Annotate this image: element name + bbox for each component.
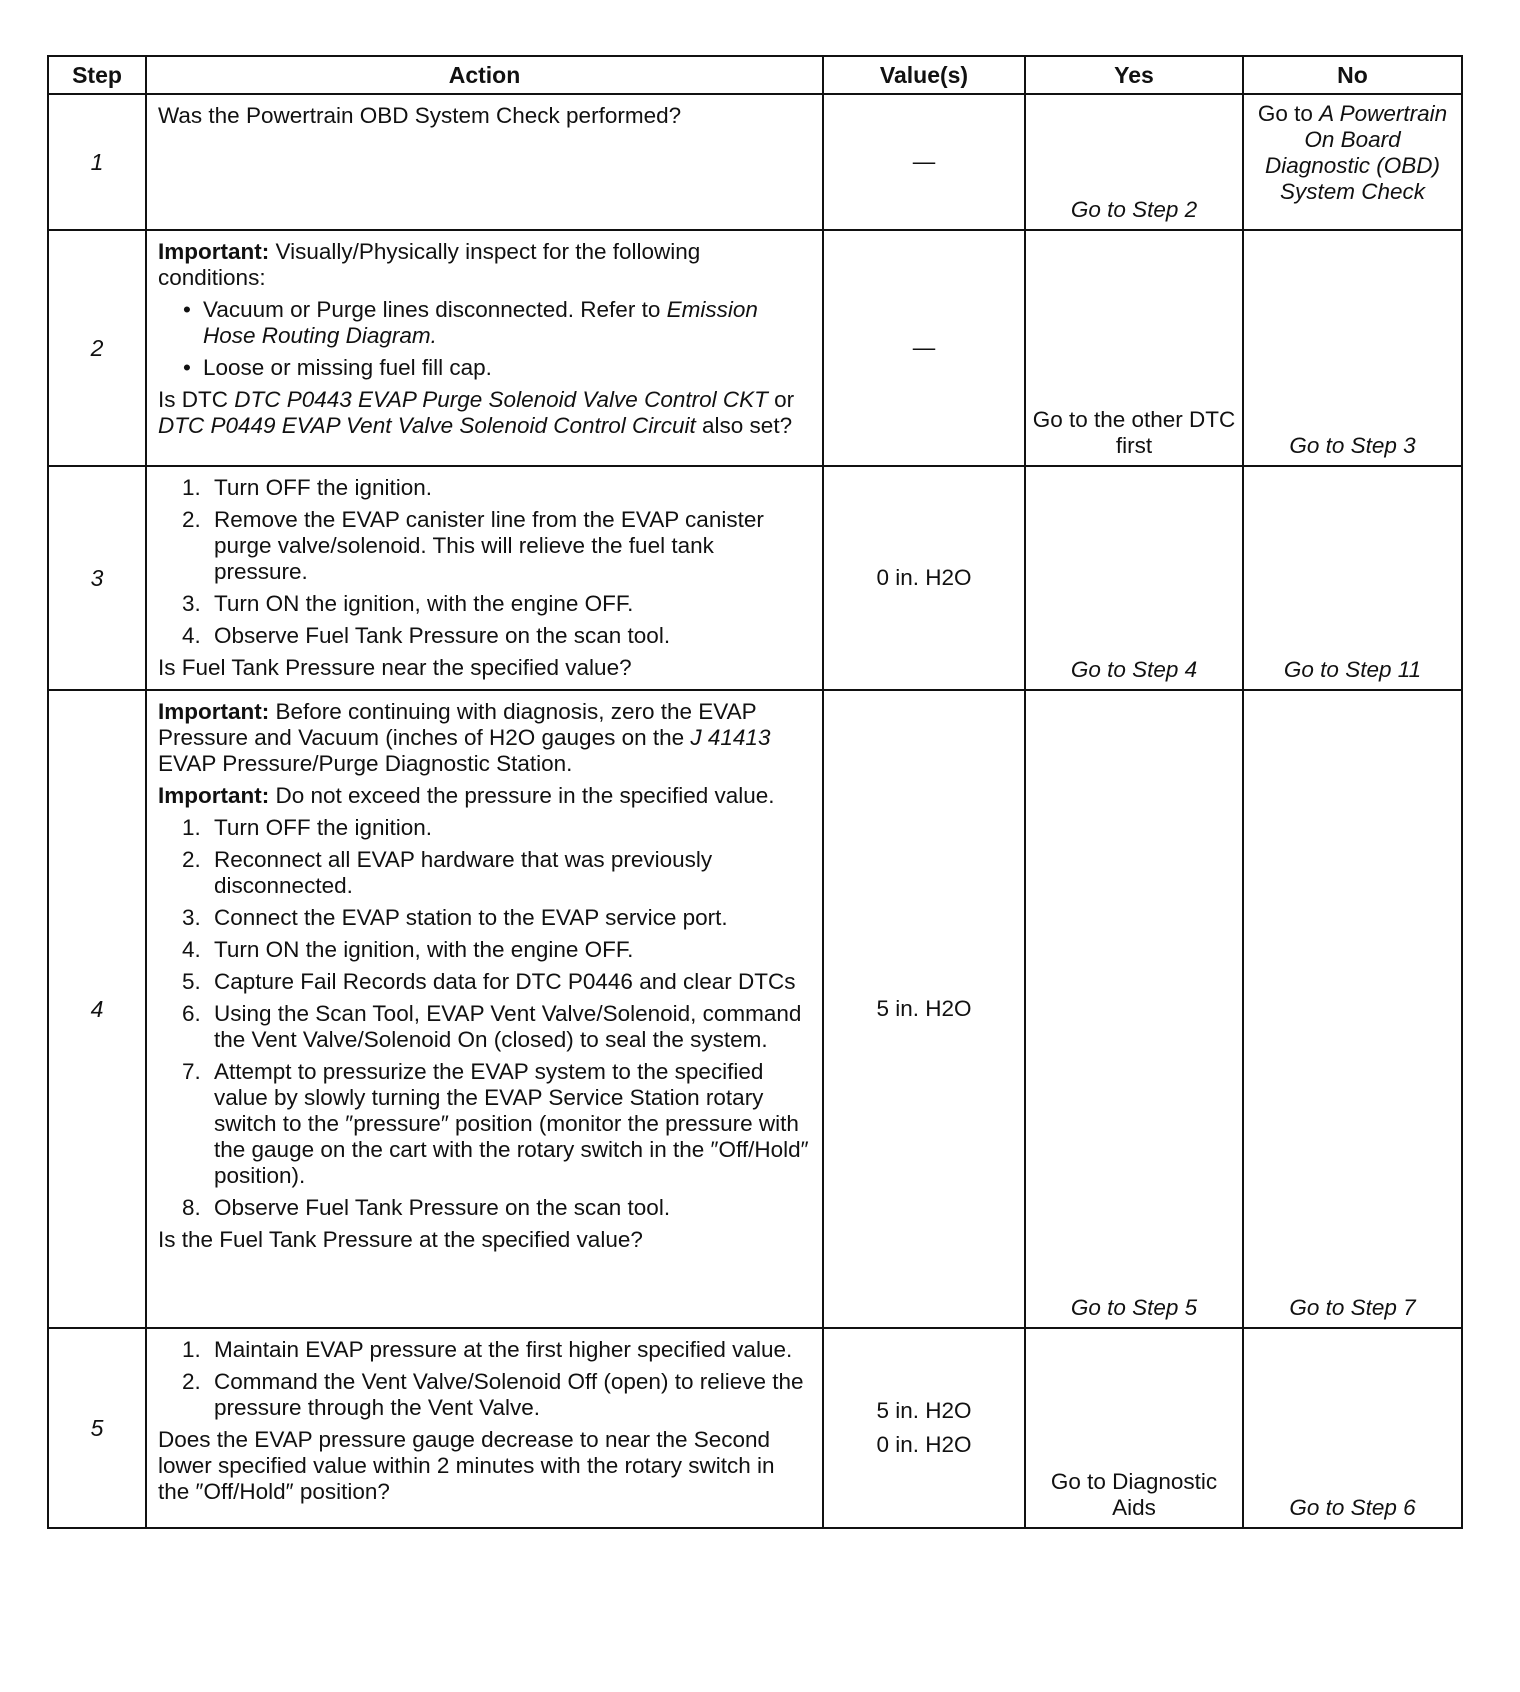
- no-prefix: Go to: [1257, 101, 1320, 126]
- list-item: 4. Observe Fuel Tank Pressure on the scan tool.: [182, 623, 671, 648]
- table-row: [48, 466, 1462, 690]
- dtc-link[interactable]: DTC P0443 EVAP Purge Solenoid Valve Control CKT: [234, 387, 768, 412]
- dtc-link[interactable]: DTC P0449 EVAP Vent Valve Solenoid Control Circuit: [158, 413, 696, 438]
- step-number: 2: [48, 230, 146, 466]
- procedure-list: [158, 815, 812, 1221]
- yes-cell: [1025, 690, 1243, 1328]
- list-item: 3. Connect the EVAP station to the EVAP service port.: [182, 905, 728, 930]
- list-item: 1. Turn OFF the ignition.: [182, 475, 433, 500]
- condition-list: [158, 297, 812, 381]
- list-item: 1. Maintain EVAP pressure at the first higher specified value.: [182, 1337, 793, 1362]
- bullet-text: Loose or missing fuel fill cap.: [203, 355, 492, 380]
- yes-cell: [1025, 1328, 1243, 1528]
- action-question: Is Fuel Tank Pressure near the specified value?: [158, 655, 632, 680]
- list-item: 6. Using the Scan Tool, EVAP Vent Valve/Solenoid, command the Vent Valve/Solenoid On (closed) to seal the system.: [182, 1001, 802, 1052]
- list-item: 5. Capture Fail Records data for DTC P0446 and clear DTCs: [182, 969, 796, 994]
- action-cell: [146, 1328, 823, 1528]
- header-action: Action: [146, 56, 823, 94]
- no-link[interactable]: A Powertrain On Board Diagnostic (OBD) System Check: [1264, 101, 1448, 204]
- yes-cell: [1025, 94, 1243, 230]
- bullet-link[interactable]: Emission Hose Routing Diagram.: [203, 297, 758, 348]
- list-item: 2. Remove the EVAP canister line from the EVAP canister purge valve/solenoid. This will relieve the fuel tank pressure.: [182, 507, 764, 584]
- tool-number: J 41413: [690, 725, 771, 750]
- action-cell: [146, 690, 823, 1328]
- table-row: [48, 690, 1462, 1328]
- table-row: [48, 94, 1462, 230]
- important-label: Important:: [158, 783, 270, 808]
- yes-text[interactable]: Go to Diagnostic Aids: [1050, 1469, 1218, 1520]
- bullet-text: Vacuum or Purge lines disconnected. Refer to: [203, 297, 667, 322]
- list-item: 1. Turn OFF the ignition.: [182, 815, 433, 840]
- list-item: • Vacuum or Purge lines disconnected. Refer to Emission Hose Routing Diagram.: [183, 297, 758, 348]
- table-row: [48, 1328, 1462, 1528]
- action-question: Does the EVAP pressure gauge decrease to near the Second lower specified value within 2 minutes with the rotary switch in the ″Off/Hold″ position?: [158, 1427, 775, 1504]
- yes-link[interactable]: Go to Step 2: [1070, 197, 1198, 222]
- list-item: 4. Turn ON the ignition, with the engine OFF.: [182, 937, 634, 962]
- yes-link[interactable]: Go to Step 5: [1070, 1295, 1198, 1320]
- important-label: Important:: [158, 239, 270, 264]
- step-number: 4: [48, 690, 146, 1328]
- no-cell: [1243, 690, 1462, 1328]
- header-values: Value(s): [823, 56, 1025, 94]
- important-note: Important: Do not exceed the pressure in the specified value.: [158, 783, 775, 808]
- step-number: 3: [48, 466, 146, 690]
- diagnostic-table: [47, 55, 1463, 1529]
- important-label: Important:: [158, 699, 270, 724]
- value-cell: —: [823, 94, 1025, 230]
- step-number: 5: [48, 1328, 146, 1528]
- yes-cell: [1025, 230, 1243, 466]
- header-yes: Yes: [1025, 56, 1243, 94]
- no-link[interactable]: Go to Step 11: [1283, 657, 1422, 682]
- list-item: • Loose or missing fuel fill cap.: [183, 355, 492, 380]
- action-cell: [146, 230, 823, 466]
- value-first: 5 in. H2O: [876, 1398, 972, 1423]
- yes-text: Go to the other DTC first: [1032, 407, 1236, 458]
- action-question: Was the Powertrain OBD System Check performed?: [158, 103, 682, 128]
- yes-cell: [1025, 466, 1243, 690]
- no-link[interactable]: Go to Step 6: [1289, 1495, 1416, 1520]
- value-cell: —: [823, 230, 1025, 466]
- header-row: [48, 56, 1462, 94]
- list-item: 2. Command the Vent Valve/Solenoid Off (open) to relieve the pressure through the Vent Valve.: [182, 1369, 804, 1420]
- no-cell: [1243, 230, 1462, 466]
- procedure-list: [158, 475, 812, 649]
- value-cell: 0 in. H2O: [823, 466, 1025, 690]
- list-item: 2. Reconnect all EVAP hardware that was previously disconnected.: [182, 847, 713, 898]
- no-link[interactable]: Go to Step 3: [1289, 433, 1416, 458]
- action-cell: [146, 466, 823, 690]
- no-link[interactable]: Go to Step 7: [1289, 1295, 1416, 1320]
- no-cell: [1243, 466, 1462, 690]
- no-cell: [1243, 1328, 1462, 1528]
- action-question: Is the Fuel Tank Pressure at the specified value?: [158, 1227, 643, 1252]
- header-no: No: [1243, 56, 1462, 94]
- important-note: Important: Before continuing with diagnosis, zero the EVAP Pressure and Vacuum (inches of H2O gauges on the J 41413 EVAP Pressure/Purge Diagnostic Station.: [158, 699, 771, 776]
- important-text: Visually/Physically inspect for the following conditions:: [158, 239, 701, 290]
- procedure-list: [158, 1337, 812, 1421]
- no-cell: [1243, 94, 1462, 230]
- header-step: Step: [48, 56, 146, 94]
- important-note: [158, 239, 812, 291]
- action-question: Is DTC DTC P0443 EVAP Purge Solenoid Valve Control CKT or DTC P0449 EVAP Vent Valve Solenoid Control Circuit also set?: [158, 387, 795, 438]
- table-row: [48, 230, 1462, 466]
- list-item: 7. Attempt to pressurize the EVAP system to the specified value by slowly turning the EVAP Service Station rotary switch to the ″pressure″ position (monitor the pressure with the gauge on the cart with the rotary switch in the ″Off/Hold″ position).: [182, 1059, 809, 1188]
- value-cell: 5 in. H2O: [823, 690, 1025, 1328]
- action-cell: [146, 94, 823, 230]
- list-item: 3. Turn ON the ignition, with the engine OFF.: [182, 591, 634, 616]
- value-cell: [823, 1328, 1025, 1528]
- list-item: 8. Observe Fuel Tank Pressure on the scan tool.: [182, 1195, 671, 1220]
- step-number: 1: [48, 94, 146, 230]
- value-second: 0 in. H2O: [876, 1432, 972, 1457]
- yes-link[interactable]: Go to Step 4: [1070, 657, 1198, 682]
